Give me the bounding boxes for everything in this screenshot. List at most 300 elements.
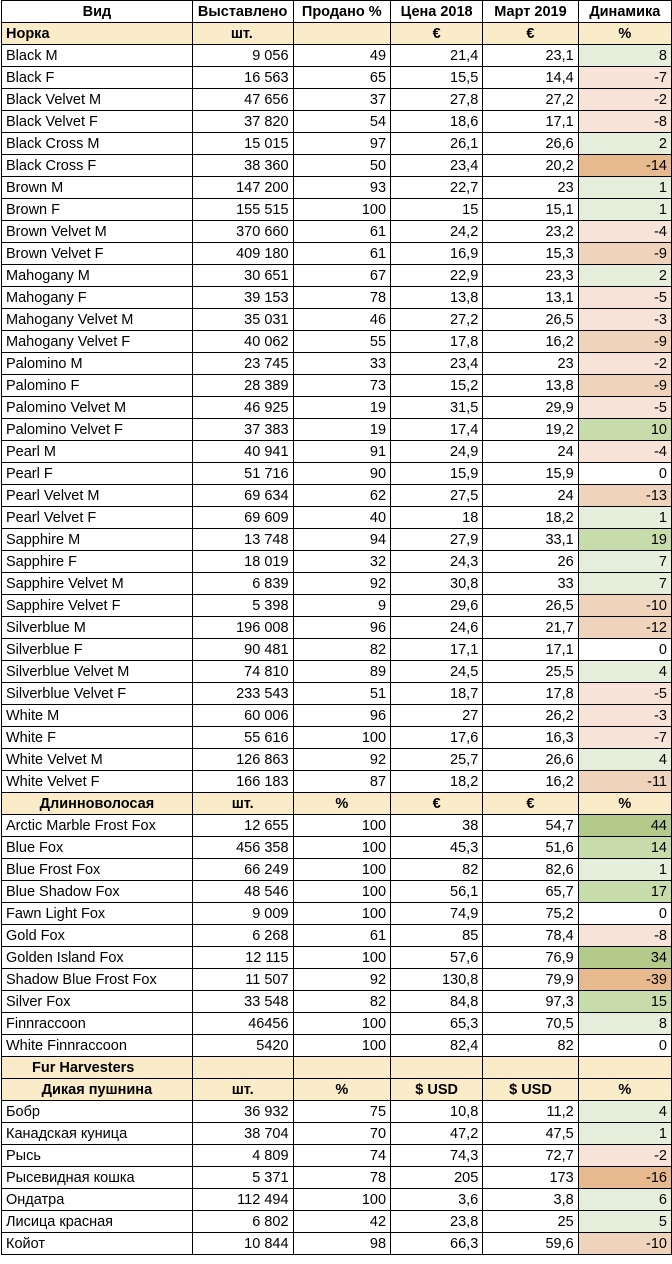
row-exposed: 38 360 — [192, 155, 293, 177]
row-exposed: 12 115 — [192, 947, 293, 969]
row-sold-percent: 42 — [293, 1211, 391, 1233]
row-price-march-2019: 11,2 — [483, 1101, 578, 1123]
row-exposed: 37 383 — [192, 419, 293, 441]
row-price-march-2019: 26,5 — [483, 595, 578, 617]
row-exposed: 456 358 — [192, 837, 293, 859]
row-name[interactable]: Mahogany Velvet F — [2, 331, 193, 353]
row-exposed: 36 932 — [192, 1101, 293, 1123]
table-row[interactable] — [2, 265, 672, 287]
table-row[interactable] — [2, 1013, 672, 1035]
row-dynamics: -4 — [578, 441, 671, 463]
row-price-march-2019: 76,9 — [483, 947, 578, 969]
row-price-march-2019: 54,7 — [483, 815, 578, 837]
header-row — [2, 1, 672, 23]
table-row[interactable] — [2, 419, 672, 441]
row-price-march-2019: 23 — [483, 353, 578, 375]
row-name[interactable]: Black Cross F — [2, 155, 193, 177]
row-name[interactable]: Finnraccoon — [2, 1013, 193, 1035]
table-row[interactable] — [2, 815, 672, 837]
table-row[interactable] — [2, 463, 672, 485]
column-header-exposed[interactable]: Выставлено — [192, 1, 293, 23]
row-price-march-2019: 82,6 — [483, 859, 578, 881]
row-sold-percent: 61 — [293, 925, 391, 947]
row-exposed: 48 546 — [192, 881, 293, 903]
row-name[interactable]: Black Velvet F — [2, 111, 193, 133]
row-name[interactable]: White M — [2, 705, 193, 727]
row-name[interactable]: Silverblue F — [2, 639, 193, 661]
row-price-march-2019: 23,3 — [483, 265, 578, 287]
row-sold-percent: 55 — [293, 331, 391, 353]
row-exposed: 55 616 — [192, 727, 293, 749]
row-price-march-2019: 82 — [483, 1035, 578, 1057]
row-exposed: 69 634 — [192, 485, 293, 507]
table-row[interactable] — [2, 331, 672, 353]
row-dynamics: 0 — [578, 1035, 671, 1057]
section-unit-cell: шт. — [192, 23, 293, 45]
table-row[interactable] — [2, 1123, 672, 1145]
row-sold-percent: 89 — [293, 661, 391, 683]
table-row[interactable] — [2, 1035, 672, 1057]
row-name[interactable]: Blue Frost Fox — [2, 859, 193, 881]
table-row[interactable] — [2, 1101, 672, 1123]
table-row[interactable] — [2, 991, 672, 1013]
row-dynamics: 8 — [578, 45, 671, 67]
row-sold-percent: 92 — [293, 969, 391, 991]
row-dynamics: -5 — [578, 287, 671, 309]
row-name[interactable]: Fawn Light Fox — [2, 903, 193, 925]
row-price-2018: 82,4 — [391, 1035, 483, 1057]
row-sold-percent: 100 — [293, 727, 391, 749]
row-name[interactable]: Рысевидная кошка — [2, 1167, 193, 1189]
row-dynamics: -2 — [578, 353, 671, 375]
table-row[interactable] — [2, 309, 672, 331]
row-price-march-2019: 25,5 — [483, 661, 578, 683]
row-price-march-2019: 18,2 — [483, 507, 578, 529]
row-name[interactable]: Black Cross M — [2, 133, 193, 155]
table-row[interactable] — [2, 221, 672, 243]
row-price-2018: 17,8 — [391, 331, 483, 353]
row-name[interactable]: Silverblue M — [2, 617, 193, 639]
row-name[interactable]: Канадская куница — [2, 1123, 193, 1145]
row-price-2018: 74,3 — [391, 1145, 483, 1167]
row-price-2018: 24,6 — [391, 617, 483, 639]
row-name[interactable]: White Velvet F — [2, 771, 193, 793]
table-row[interactable] — [2, 925, 672, 947]
table-row[interactable] — [2, 705, 672, 727]
row-price-2018: 27,9 — [391, 529, 483, 551]
row-name[interactable]: Pearl F — [2, 463, 193, 485]
table-row[interactable] — [2, 1211, 672, 1233]
row-price-2018: 23,4 — [391, 155, 483, 177]
row-price-march-2019: 3,8 — [483, 1189, 578, 1211]
table-row[interactable] — [2, 595, 672, 617]
row-name[interactable]: Бобр — [2, 1101, 193, 1123]
row-dynamics: 17 — [578, 881, 671, 903]
row-dynamics: 10 — [578, 419, 671, 441]
section-unit-cell: % — [578, 1079, 671, 1101]
row-price-march-2019: 21,7 — [483, 617, 578, 639]
row-name[interactable]: Silverblue Velvet F — [2, 683, 193, 705]
row-exposed: 112 494 — [192, 1189, 293, 1211]
table-row[interactable] — [2, 1189, 672, 1211]
section-title: Дикая пушнина — [2, 1079, 193, 1101]
row-exposed: 409 180 — [192, 243, 293, 265]
row-dynamics: 1 — [578, 1123, 671, 1145]
row-sold-percent: 62 — [293, 485, 391, 507]
table-row[interactable] — [2, 661, 672, 683]
row-sold-percent: 82 — [293, 639, 391, 661]
row-name[interactable]: Ондатра — [2, 1189, 193, 1211]
table-row[interactable] — [2, 243, 672, 265]
row-name[interactable]: Mahogany F — [2, 287, 193, 309]
section-banner-empty-cell — [391, 1057, 483, 1079]
row-dynamics: -2 — [578, 1145, 671, 1167]
table-row[interactable] — [2, 617, 672, 639]
row-sold-percent: 54 — [293, 111, 391, 133]
row-dynamics: -14 — [578, 155, 671, 177]
row-exposed: 74 810 — [192, 661, 293, 683]
row-name[interactable]: Sapphire F — [2, 551, 193, 573]
row-exposed: 6 839 — [192, 573, 293, 595]
row-price-march-2019: 72,7 — [483, 1145, 578, 1167]
row-name[interactable]: Silverblue Velvet M — [2, 661, 193, 683]
row-price-2018: 30,8 — [391, 573, 483, 595]
row-price-march-2019: 97,3 — [483, 991, 578, 1013]
row-sold-percent: 100 — [293, 837, 391, 859]
table-row[interactable] — [2, 67, 672, 89]
row-name[interactable]: Mahogany Velvet M — [2, 309, 193, 331]
row-name[interactable]: Pearl Velvet F — [2, 507, 193, 529]
table-row[interactable] — [2, 111, 672, 133]
row-price-2018: 47,2 — [391, 1123, 483, 1145]
table-row[interactable] — [2, 1167, 672, 1189]
row-price-march-2019: 15,3 — [483, 243, 578, 265]
row-sold-percent: 61 — [293, 243, 391, 265]
row-exposed: 196 008 — [192, 617, 293, 639]
row-price-2018: 84,8 — [391, 991, 483, 1013]
column-header-vid[interactable]: Вид — [2, 1, 193, 23]
row-sold-percent: 100 — [293, 903, 391, 925]
row-name[interactable]: Рысь — [2, 1145, 193, 1167]
table-row[interactable] — [2, 353, 672, 375]
row-sold-percent: 32 — [293, 551, 391, 573]
row-price-march-2019: 70,5 — [483, 1013, 578, 1035]
row-dynamics: 6 — [578, 1189, 671, 1211]
row-name[interactable]: Sapphire Velvet M — [2, 573, 193, 595]
row-dynamics: -2 — [578, 89, 671, 111]
row-exposed: 15 015 — [192, 133, 293, 155]
row-exposed: 23 745 — [192, 353, 293, 375]
row-name[interactable]: Pearl M — [2, 441, 193, 463]
row-price-march-2019: 17,1 — [483, 111, 578, 133]
row-price-2018: 18,7 — [391, 683, 483, 705]
row-price-march-2019: 19,2 — [483, 419, 578, 441]
row-dynamics: 8 — [578, 1013, 671, 1035]
row-price-2018: 13,8 — [391, 287, 483, 309]
row-price-2018: 27,8 — [391, 89, 483, 111]
section-unit-cell: € — [391, 23, 483, 45]
table-row[interactable] — [2, 397, 672, 419]
row-dynamics: -5 — [578, 397, 671, 419]
table-row[interactable] — [2, 771, 672, 793]
row-price-2018: 85 — [391, 925, 483, 947]
section-unit-cell: % — [578, 23, 671, 45]
row-price-2018: 45,3 — [391, 837, 483, 859]
row-exposed: 11 507 — [192, 969, 293, 991]
row-exposed: 39 153 — [192, 287, 293, 309]
row-sold-percent: 49 — [293, 45, 391, 67]
row-sold-percent: 50 — [293, 155, 391, 177]
row-price-march-2019: 79,9 — [483, 969, 578, 991]
row-dynamics: -39 — [578, 969, 671, 991]
table-row[interactable] — [2, 859, 672, 881]
row-dynamics: 0 — [578, 903, 671, 925]
row-price-march-2019: 23,2 — [483, 221, 578, 243]
section-banner-empty-cell — [192, 1057, 293, 1079]
row-exposed: 16 563 — [192, 67, 293, 89]
row-price-2018: 82 — [391, 859, 483, 881]
row-exposed: 147 200 — [192, 177, 293, 199]
row-sold-percent: 94 — [293, 529, 391, 551]
row-price-2018: 24,9 — [391, 441, 483, 463]
table-row[interactable] — [2, 199, 672, 221]
row-dynamics: 1 — [578, 177, 671, 199]
section-unit-cell: $ USD — [483, 1079, 578, 1101]
row-price-2018: 56,1 — [391, 881, 483, 903]
row-dynamics: 44 — [578, 815, 671, 837]
row-exposed: 370 660 — [192, 221, 293, 243]
row-dynamics: 4 — [578, 661, 671, 683]
row-price-march-2019: 17,1 — [483, 639, 578, 661]
table-row[interactable] — [2, 45, 672, 67]
section-title: Длинноволосая — [2, 793, 193, 815]
table-row[interactable] — [2, 969, 672, 991]
table-row[interactable] — [2, 727, 672, 749]
section-unit-cell — [293, 23, 391, 45]
row-sold-percent: 100 — [293, 881, 391, 903]
table-row[interactable] — [2, 1233, 672, 1255]
row-name[interactable]: Blue Shadow Fox — [2, 881, 193, 903]
row-name[interactable]: White Finnraccoon — [2, 1035, 193, 1057]
row-exposed: 46456 — [192, 1013, 293, 1035]
table-row[interactable] — [2, 1145, 672, 1167]
row-sold-percent: 92 — [293, 749, 391, 771]
row-dynamics: -3 — [578, 705, 671, 727]
row-dynamics: -3 — [578, 309, 671, 331]
row-dynamics: -12 — [578, 617, 671, 639]
table-row[interactable] — [2, 155, 672, 177]
row-price-march-2019: 24 — [483, 441, 578, 463]
row-price-march-2019: 16,3 — [483, 727, 578, 749]
row-dynamics: -9 — [578, 331, 671, 353]
row-price-march-2019: 13,1 — [483, 287, 578, 309]
table-row[interactable] — [2, 683, 672, 705]
table-row[interactable] — [2, 837, 672, 859]
row-dynamics: 4 — [578, 1101, 671, 1123]
row-sold-percent: 67 — [293, 265, 391, 287]
row-price-march-2019: 65,7 — [483, 881, 578, 903]
table-row[interactable] — [2, 177, 672, 199]
row-name[interactable]: Лисица красная — [2, 1211, 193, 1233]
row-sold-percent: 73 — [293, 375, 391, 397]
row-name[interactable]: Arctic Marble Frost Fox — [2, 815, 193, 837]
section-banner-empty-cell — [578, 1057, 671, 1079]
table-row[interactable] — [2, 551, 672, 573]
row-price-2018: 24,5 — [391, 661, 483, 683]
table-row[interactable] — [2, 881, 672, 903]
row-dynamics: -8 — [578, 111, 671, 133]
row-exposed: 47 656 — [192, 89, 293, 111]
row-price-2018: 21,4 — [391, 45, 483, 67]
row-name[interactable]: White F — [2, 727, 193, 749]
row-exposed: 5 398 — [192, 595, 293, 617]
row-sold-percent: 19 — [293, 419, 391, 441]
row-name[interactable]: Silver Fox — [2, 991, 193, 1013]
row-sold-percent: 37 — [293, 89, 391, 111]
row-price-2018: 23,4 — [391, 353, 483, 375]
row-dynamics: -9 — [578, 243, 671, 265]
table-row[interactable] — [2, 749, 672, 771]
row-exposed: 40 941 — [192, 441, 293, 463]
row-dynamics: -8 — [578, 925, 671, 947]
row-sold-percent: 82 — [293, 991, 391, 1013]
row-exposed: 51 716 — [192, 463, 293, 485]
row-price-2018: 10,8 — [391, 1101, 483, 1123]
row-price-march-2019: 173 — [483, 1167, 578, 1189]
table-row[interactable] — [2, 287, 672, 309]
section-header-row — [2, 793, 672, 815]
row-name[interactable]: Койот — [2, 1233, 193, 1255]
column-header-sold-percent[interactable]: Продано % — [293, 1, 391, 23]
table-row[interactable] — [2, 529, 672, 551]
row-price-2018: 15,2 — [391, 375, 483, 397]
section-unit-cell: шт. — [192, 1079, 293, 1101]
table-row[interactable] — [2, 485, 672, 507]
row-price-march-2019: 16,2 — [483, 771, 578, 793]
row-price-2018: 24,3 — [391, 551, 483, 573]
row-price-march-2019: 78,4 — [483, 925, 578, 947]
row-exposed: 37 820 — [192, 111, 293, 133]
row-sold-percent: 100 — [293, 859, 391, 881]
row-name[interactable]: Mahogany M — [2, 265, 193, 287]
row-dynamics: 2 — [578, 265, 671, 287]
row-name[interactable]: White Velvet M — [2, 749, 193, 771]
row-sold-percent: 100 — [293, 1189, 391, 1211]
row-price-march-2019: 23,1 — [483, 45, 578, 67]
row-sold-percent: 98 — [293, 1233, 391, 1255]
row-exposed: 166 183 — [192, 771, 293, 793]
row-dynamics: 4 — [578, 749, 671, 771]
row-dynamics: -10 — [578, 1233, 671, 1255]
row-name[interactable]: Gold Fox — [2, 925, 193, 947]
row-name[interactable]: Brown Velvet M — [2, 221, 193, 243]
row-name[interactable]: Palomino Velvet F — [2, 419, 193, 441]
table-row[interactable] — [2, 573, 672, 595]
section-header-row — [2, 1079, 672, 1101]
row-name[interactable]: Black M — [2, 45, 193, 67]
row-dynamics: 15 — [578, 991, 671, 1013]
row-name[interactable]: Palomino M — [2, 353, 193, 375]
row-price-march-2019: 75,2 — [483, 903, 578, 925]
row-exposed: 30 651 — [192, 265, 293, 287]
row-sold-percent: 96 — [293, 617, 391, 639]
table-row[interactable] — [2, 947, 672, 969]
row-sold-percent: 51 — [293, 683, 391, 705]
table-row[interactable] — [2, 441, 672, 463]
row-price-march-2019: 26,2 — [483, 705, 578, 727]
table-row[interactable] — [2, 89, 672, 111]
row-price-2018: 27 — [391, 705, 483, 727]
column-header-dynamics[interactable]: Динамика — [578, 1, 671, 23]
row-name[interactable]: Pearl Velvet M — [2, 485, 193, 507]
row-price-march-2019: 26,5 — [483, 309, 578, 331]
row-price-march-2019: 23 — [483, 177, 578, 199]
row-price-2018: 24,2 — [391, 221, 483, 243]
row-price-march-2019: 33 — [483, 573, 578, 595]
table-row[interactable] — [2, 639, 672, 661]
row-name[interactable]: Brown F — [2, 199, 193, 221]
row-exposed: 46 925 — [192, 397, 293, 419]
row-name[interactable]: Sapphire M — [2, 529, 193, 551]
row-sold-percent: 19 — [293, 397, 391, 419]
section-banner-empty-cell — [483, 1057, 578, 1079]
row-sold-percent: 46 — [293, 309, 391, 331]
row-dynamics: 7 — [578, 573, 671, 595]
row-name[interactable]: Black Velvet M — [2, 89, 193, 111]
row-name[interactable]: Shadow Blue Frost Fox — [2, 969, 193, 991]
row-dynamics: 2 — [578, 133, 671, 155]
row-price-2018: 130,8 — [391, 969, 483, 991]
row-name[interactable]: Black F — [2, 67, 193, 89]
row-price-2018: 17,4 — [391, 419, 483, 441]
row-name[interactable]: Golden Island Fox — [2, 947, 193, 969]
row-price-2018: 27,5 — [391, 485, 483, 507]
row-price-2018: 17,1 — [391, 639, 483, 661]
row-name[interactable]: Sapphire Velvet F — [2, 595, 193, 617]
row-exposed: 10 844 — [192, 1233, 293, 1255]
row-name[interactable]: Palomino Velvet M — [2, 397, 193, 419]
section-banner-empty-cell — [293, 1057, 391, 1079]
row-price-2018: 29,6 — [391, 595, 483, 617]
row-price-march-2019: 13,8 — [483, 375, 578, 397]
section-banner: Fur Harvesters — [2, 1057, 193, 1079]
row-name[interactable]: Brown Velvet F — [2, 243, 193, 265]
table-row[interactable] — [2, 507, 672, 529]
row-dynamics: -11 — [578, 771, 671, 793]
row-price-2018: 18 — [391, 507, 483, 529]
row-name[interactable]: Palomino F — [2, 375, 193, 397]
row-price-march-2019: 24 — [483, 485, 578, 507]
row-exposed: 69 609 — [192, 507, 293, 529]
row-exposed: 28 389 — [192, 375, 293, 397]
table-row[interactable] — [2, 133, 672, 155]
row-price-march-2019: 26,6 — [483, 133, 578, 155]
row-exposed: 12 655 — [192, 815, 293, 837]
column-header-march-2019[interactable]: Март 2019 — [483, 1, 578, 23]
row-sold-percent: 87 — [293, 771, 391, 793]
row-name[interactable]: Blue Fox — [2, 837, 193, 859]
row-price-march-2019: 51,6 — [483, 837, 578, 859]
row-dynamics: -10 — [578, 595, 671, 617]
table-row[interactable] — [2, 903, 672, 925]
row-exposed: 40 062 — [192, 331, 293, 353]
row-price-2018: 23,8 — [391, 1211, 483, 1233]
table-row[interactable] — [2, 375, 672, 397]
column-header-price-2018[interactable]: Цена 2018 — [391, 1, 483, 23]
row-price-march-2019: 16,2 — [483, 331, 578, 353]
row-name[interactable]: Brown M — [2, 177, 193, 199]
row-price-march-2019: 26 — [483, 551, 578, 573]
